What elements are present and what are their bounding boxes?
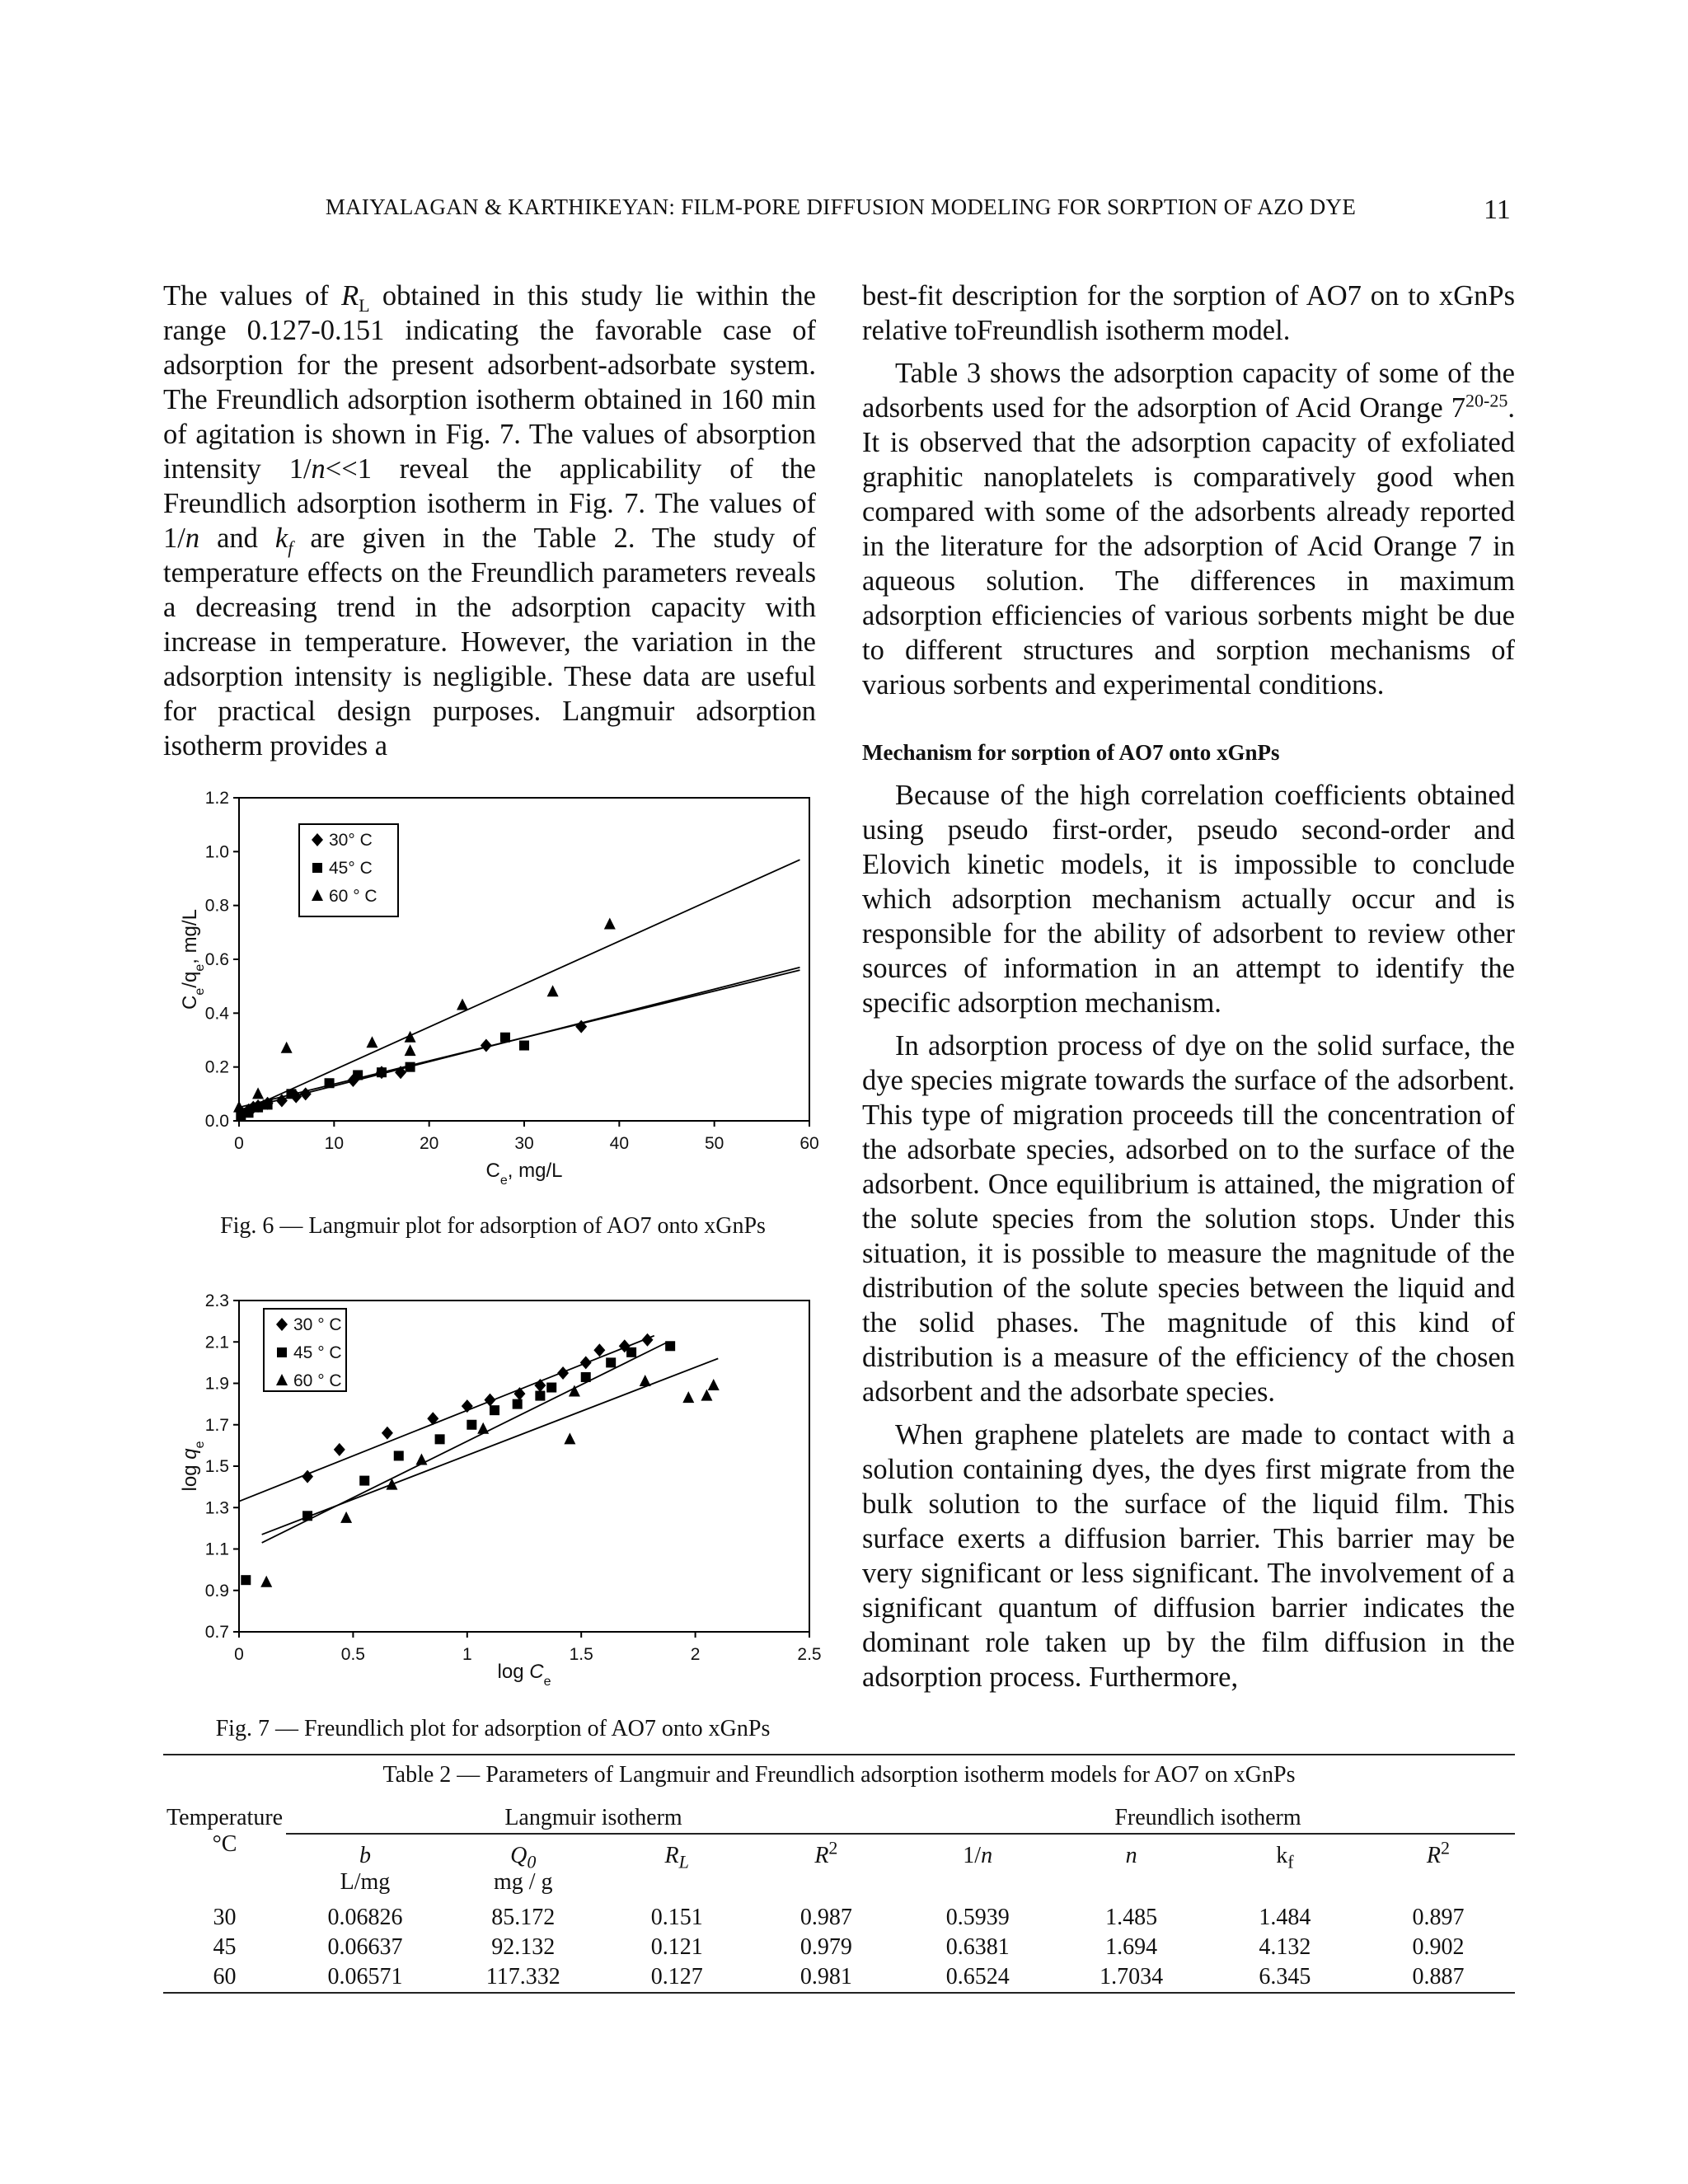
col-header-1-over-n: 1/n [963,1843,993,1868]
data-point [500,1033,510,1043]
data-point [394,1451,404,1460]
y-tick-label: 0.6 [204,950,229,969]
data-point [546,1383,556,1393]
data-point [377,1067,387,1077]
figure-6-langmuir-plot [163,783,823,1212]
table-row [163,1962,1515,1993]
y-tick-label: 0.2 [204,1057,229,1077]
col-header-q0: $Q_0$ mg / g [493,1843,553,1895]
col-header-b: b L/mg [340,1843,391,1895]
x-tick-label: 10 [324,1134,345,1153]
table-row [163,1933,1515,1962]
figure-7-caption: Fig. 7 — Freundlich plot for adsorption of AO7 onto xGnPs [215,1716,771,1741]
data-point [641,1333,653,1347]
section-heading-mechanism: Mechanism for sorption of AO7 onto xGnPs [862,740,1280,765]
legend-label: 45° C [329,859,373,878]
y-tick-label: 0.8 [204,896,229,916]
data-point [604,918,616,930]
cell-r2-f: 0.897 [1412,1905,1465,1930]
data-point [665,1341,675,1351]
data-point [481,1039,492,1052]
y-tick-label: 0.4 [204,1004,229,1024]
cell-n: 1.7034 [1054,1962,1207,1993]
data-point [484,1394,495,1407]
fit-line [239,970,799,1108]
y-tick-label: 1.1 [204,1540,229,1559]
y-tick-label: 1.0 [204,842,229,862]
cell-kf: 1.484 [1259,1905,1311,1930]
data-point [513,1387,525,1400]
right-column [862,279,1515,1694]
y-tick-label: 1.9 [204,1374,229,1394]
data-point [467,1420,476,1430]
x-tick-label: 0 [234,1645,244,1664]
cell-r2-l: 0.979 [799,1934,852,1960]
data-point [708,1379,720,1390]
y-tick-label: 0.9 [204,1581,229,1601]
table-2 [163,1803,1515,1994]
x-tick-label: 0 [234,1134,244,1153]
y-tick-label: 1.7 [204,1415,229,1435]
paragraph-table3: Table 3 shows the adsorption capacity of some of the adsorbents used for the adsorption of Acid Orange 7$^{20-25}$. It is observed that the adsorption capacity of exfoliated graphitic nanoplatelets is comparatively good when compared with some of the adsorbents already reported in the literature for the adsorption of Acid Orange 7 in aqueous solution. The differences in maximum adsorption efficiencies of various sorbents might be due to different structures and sorption mechanisms of various sorbents and experimental conditions. [862,358,1515,701]
x-tick-label: 50 [704,1134,724,1153]
paragraph-migration: In adsorption process of dye on the solid surface, the dye species migrate towards the surface of the adsorbent. This type of migration proceeds till the concentration of the adsorbate species, adsorbed on to the surface of the adsorbent. Once equilibrium is attained, the migration of the solute species from the solution stops. Under this situation, it is possible to measure the magnitude of the distribution of the solute species between the liquid and the solid phases. The magnitude of this kind of distribution is a measure of the efficiency of the chosen adsorbent and the adsorbate species. [862,1030,1515,1408]
legend-marker [312,863,322,873]
data-point [534,1379,546,1392]
table-row [163,1903,1515,1933]
data-point [606,1357,616,1367]
data-point [580,1356,592,1369]
data-point [353,1070,363,1080]
cell-kf: 6.345 [1208,1962,1362,1993]
cell-r2-l: 0.981 [752,1962,901,1993]
table-2-caption: Table 2 — Parameters of Langmuir and Freundlich adsorption isotherm models for AO7 on xGnPs [382,1762,1296,1788]
y-tick-label: 0.7 [204,1623,229,1642]
data-point [281,1042,293,1053]
figure-6-caption: Fig. 6 — Langmuir plot for adsorption of AO7 onto xGnPs [220,1213,766,1239]
legend-label: 60 ° C [329,887,377,906]
data-point [435,1434,445,1444]
x-tick-label: 0.5 [340,1645,366,1664]
data-point [260,1576,272,1587]
paragraph-diffusion-barrier: When graphene platelets are made to contact with a solution containing dyes, the dyes first migrate from the bulk solution to the surface of the liquid film. This surface exerts a diffusion barrier. This barrier may be very significant or less significant. The involvement of a significant quantum of diffusion barrier indicates the dominant role taken up by the film diffusion in the adsorption process. Furthermore, [862,1419,1515,1693]
fig6-plot-area [179,789,819,1188]
data-point [519,1041,529,1051]
data-point [535,1391,545,1401]
cell-q0: 117.332 [444,1962,603,1993]
legend-label: 30 ° C [293,1315,342,1334]
data-point [359,1476,369,1486]
data-point [490,1405,499,1415]
cell-q0: 85.172 [491,1905,556,1930]
cell-rl: 0.151 [650,1905,703,1930]
col-header-r2-langmuir: $R^2$ [814,1837,838,1868]
cell-kf: 4.132 [1259,1934,1311,1960]
col-header-n: n [1125,1843,1137,1868]
x-tick-label: 60 [799,1134,819,1153]
data-point [405,1031,416,1043]
y-axis-label: $\log q_e$ [179,1441,207,1492]
y-tick-label: 1.3 [204,1498,229,1518]
data-point [581,1372,591,1382]
data-point [302,1511,312,1521]
data-point [382,1427,393,1440]
cell-temp: 45 [213,1934,237,1960]
y-tick-label: 2.3 [204,1291,229,1310]
col-header-r2-freundlich: $R^2$ [1426,1837,1451,1868]
data-point [557,1366,569,1380]
data-point [241,1575,251,1585]
x-tick-label: 2 [690,1645,701,1664]
data-point [477,1422,489,1434]
legend-label: 45 ° C [293,1343,342,1362]
temperature-header: Temperature °C [166,1805,284,1857]
cell-r2-l: 0.987 [799,1905,852,1930]
running-header: MAIYALAGAN & KARTHIKEYAN: FILM-PORE DIFFUSION MODELING FOR SORPTION OF AZO DYE [325,194,1357,219]
legend-marker [277,1347,287,1357]
y-axis-label: $C_e/q_e$, mg/L [179,909,207,1010]
cell-temp: 30 [213,1905,237,1930]
cell-r2-f: 0.902 [1412,1934,1465,1960]
data-point [406,1062,415,1072]
data-point [325,1078,335,1088]
table-group-header-row [163,1803,1515,1834]
data-point [334,1443,345,1456]
legend-label: 30° C [329,831,373,850]
table-column-header-row [163,1834,1515,1903]
data-point [457,999,468,1010]
data-point [415,1453,427,1465]
x-tick-label: 20 [419,1134,439,1153]
cell-1-over-n: 0.6381 [945,1934,1010,1960]
figure-7-freundlich-plot [163,1286,823,1714]
cell-b: 0.06571 [286,1962,444,1993]
cell-1-over-n: 0.5939 [945,1905,1010,1930]
data-point [462,1399,473,1413]
cell-b: 0.06637 [327,1934,403,1960]
cell-n: 1.694 [1105,1934,1158,1960]
paragraph-best-fit: best-fit description for the sorption of AO7 on to xGnPs relative toFreundlish isotherm model. [862,280,1515,346]
data-point [405,1044,416,1056]
data-point [263,1099,273,1109]
cell-rl: 0.121 [650,1934,703,1960]
data-point [547,985,559,996]
data-point [340,1511,352,1523]
page-number: 11 [1484,194,1511,225]
left-column [163,279,816,763]
cell-rl: 0.127 [603,1962,752,1993]
data-point [701,1390,712,1401]
data-point [300,1087,312,1100]
data-point [366,1036,377,1047]
data-point [564,1432,575,1444]
data-point [593,1343,605,1357]
paragraph-rl-values: The values of $R_L$ obtained in this study lie within the range 0.127-0.151 indicating the favorable case of adsorption for the present adsorbent-adsorbate system. The Freundlich adsorption isotherm obtained in 160 min of agitation is shown in Fig. 7. The values of absorption intensity 1/n<<1 reveal the applicability of the Freundlich adsorption isotherm in Fig. 7. The values of 1/n and $k_f$ are given in the Table 2. The study of temperature effects on the Freundlich parameters reveals a decreasing trend in the adsorption capacity with increase in temperature. However, the variation in the adsorption intensity is negligible. These data are useful for practical design purposes. Langmuir adsorption isotherm provides a [163,280,816,762]
col-header-rl: $R_L$ [664,1843,689,1872]
cell-n: 1.485 [1105,1905,1158,1930]
cell-1-over-n: 0.6524 [901,1962,1054,1993]
x-tick-label: 40 [609,1134,630,1153]
y-tick-label: 1.5 [204,1457,229,1476]
table-top-rule [163,1754,1515,1755]
cell-b: 0.06826 [327,1905,403,1930]
data-point [626,1347,636,1357]
fig7-plot-area [179,1291,822,1689]
y-tick-label: 0.0 [204,1112,229,1131]
cell-r2-f: 0.887 [1362,1962,1515,1993]
data-point [286,1089,296,1099]
x-tick-label: 30 [514,1134,534,1153]
freundlich-header: Freundlich isotherm [901,1803,1515,1834]
y-tick-label: 1.2 [204,789,229,808]
x-axis-label: $C_e$, mg/L [485,1160,563,1188]
data-point [244,1108,254,1118]
y-tick-label: 2.1 [204,1333,229,1352]
x-axis-label: $\log C_e$ [497,1661,551,1689]
data-point [252,1087,264,1099]
data-point [513,1399,523,1409]
x-tick-label: 1 [462,1645,472,1664]
col-header-kf: $k_f$ [1276,1843,1294,1872]
data-point [640,1375,651,1386]
cell-q0: 92.132 [491,1934,556,1960]
legend-label: 60 ° C [293,1371,342,1390]
data-point [682,1391,694,1403]
cell-temp: 60 [163,1962,286,1993]
langmuir-header: Langmuir isotherm [286,1803,901,1834]
paragraph-correlation: Because of the high correlation coefficients obtained using pseudo first-order, pseudo second-order and Elovich kinetic models, it is impossible to conclude which adsorption mechanism actually occur and is responsible for the ability of adsorbent to review other sources of information in an attempt to identify the specific adsorption mechanism. [862,780,1515,1019]
x-tick-label: 2.5 [797,1645,822,1664]
x-tick-label: 1.5 [569,1645,593,1664]
data-point [253,1103,263,1113]
